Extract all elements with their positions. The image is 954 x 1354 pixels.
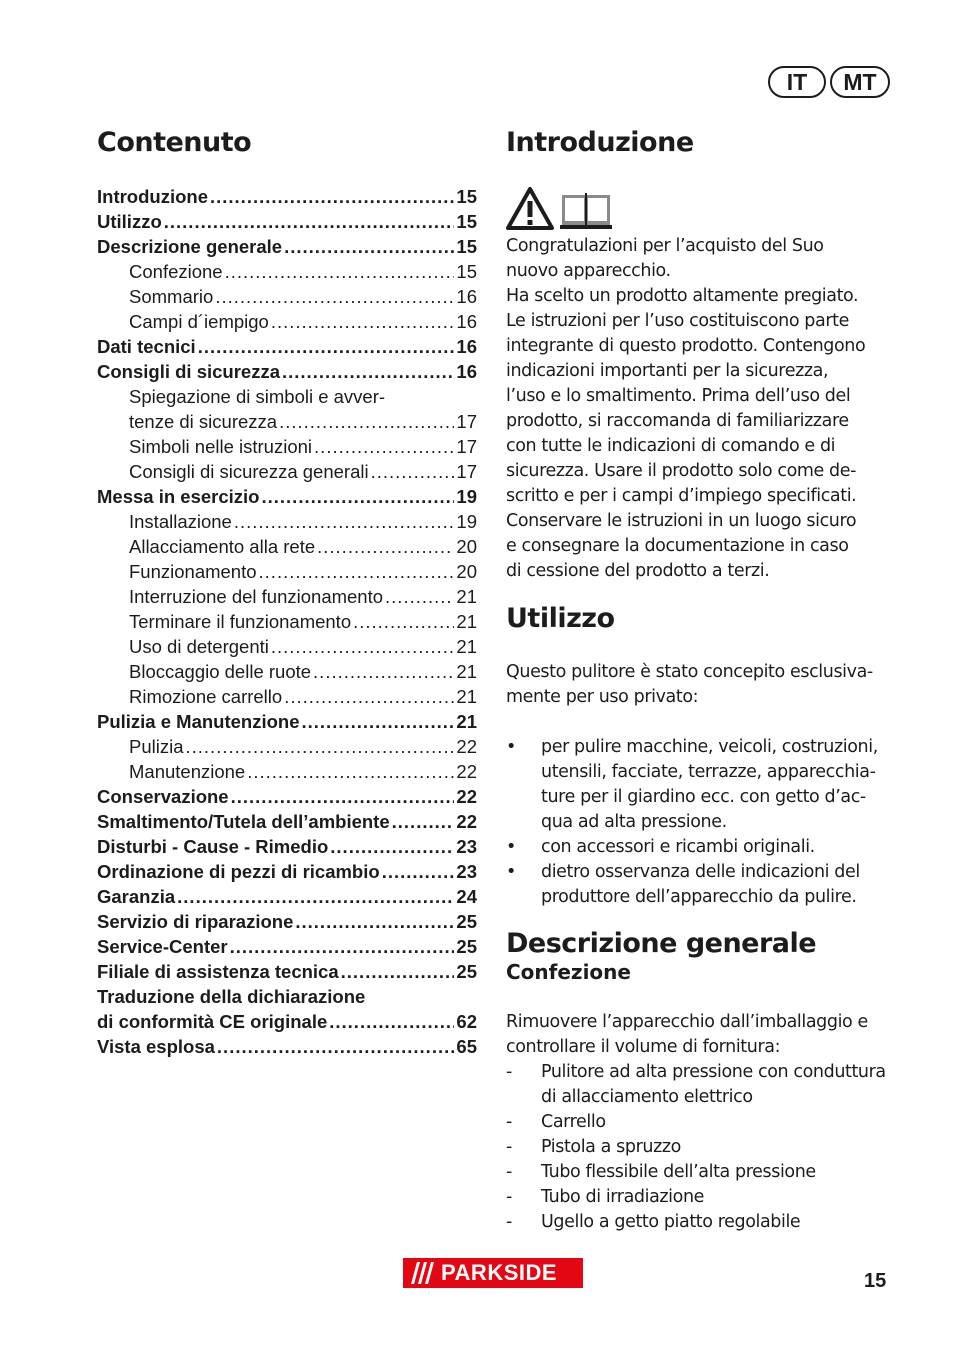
toc-leader-dots xyxy=(385,584,454,609)
toc-entry xyxy=(97,784,477,809)
parkside-logo xyxy=(403,1258,583,1288)
utilizzo-bullet-list xyxy=(506,735,896,910)
toc-entry-label: Servizio di riparazione xyxy=(97,911,294,932)
utilizzo-bullet xyxy=(506,860,896,910)
toc-leader-dots xyxy=(284,234,454,259)
toc-entry-label: Consigli di sicurezza xyxy=(97,361,280,382)
toc-entry-label: Allacciamento alla rete xyxy=(129,536,316,557)
toc-leader-dots xyxy=(225,259,455,284)
toc-entry-label: Garanzia xyxy=(97,886,176,907)
toc-entry xyxy=(97,259,477,284)
toc-entry-label: Funzionamento xyxy=(129,561,257,582)
list-item-text xyxy=(541,1210,896,1235)
intro-line: Congratulazioni per l’acquisto del Suo xyxy=(506,236,824,256)
utilizzo-bullet xyxy=(506,835,896,860)
toc-entry-label: Consigli di sicurezza generali xyxy=(129,461,369,482)
toc-entry-page: 16 xyxy=(456,311,477,332)
toc-leader-dots xyxy=(271,309,455,334)
list-marker: • xyxy=(506,862,516,882)
warning-triangle-icon xyxy=(508,189,552,228)
toc-entry xyxy=(97,384,477,409)
toc-entry-page: 16 xyxy=(456,286,477,307)
toc-entry xyxy=(97,309,477,334)
toc-leader-dots xyxy=(330,834,454,859)
toc-leader-dots xyxy=(217,1034,455,1059)
list-item-line: con accessori e ricambi originali. xyxy=(541,837,815,857)
toc-leader-dots xyxy=(341,959,455,984)
confezione-item xyxy=(506,1060,896,1110)
toc-entry xyxy=(97,809,477,834)
list-marker: - xyxy=(506,1187,512,1207)
toc-entry-label: Terminare il funzionamento xyxy=(129,611,352,632)
toc-entry-page: 22 xyxy=(456,736,477,757)
list-item-line: Carrello xyxy=(541,1112,606,1132)
intro-line: prodotto, si raccomanda di familiarizzare xyxy=(506,411,849,431)
toc-entry-page: 21 xyxy=(456,711,477,732)
toc-entry-label: Service-Center xyxy=(97,936,228,957)
list-item-line: Pistola a spruzzo xyxy=(541,1137,681,1157)
list-item-line: produttore dell’apparecchio da pulire. xyxy=(541,887,857,907)
utilizzo-paragraph xyxy=(506,660,896,710)
toc-leader-dots xyxy=(284,684,454,709)
toc-entry-label: Uso di detergenti xyxy=(129,636,269,657)
toc-entry-label: di conformità CE originale xyxy=(97,1011,328,1032)
confezione-item xyxy=(506,1110,896,1135)
list-marker: - xyxy=(506,1062,512,1082)
toc-entry-page: 15 xyxy=(456,236,477,257)
list-marker: - xyxy=(506,1162,512,1182)
list-item-text xyxy=(541,1135,896,1160)
toc-leader-dots xyxy=(234,509,455,534)
toc-entry-label: Messa in esercizio xyxy=(97,486,260,507)
intro-line: Ha scelto un prodotto altamente pregiato. xyxy=(506,286,859,306)
list-item-line: Pulitore ad alta pressione con conduttura xyxy=(541,1062,886,1082)
toc-entry-page: 20 xyxy=(456,561,477,582)
utilizzo-bullet xyxy=(506,735,896,835)
logo-stripes-icon xyxy=(403,1258,439,1288)
toc-entry-page: 23 xyxy=(456,836,477,857)
toc-entry-page: 25 xyxy=(456,961,477,982)
toc-entry-label: Manutenzione xyxy=(129,761,246,782)
toc-entry-label: Smaltimento/Tutela dell’ambiente xyxy=(97,811,390,832)
toc-leader-dots xyxy=(313,659,454,684)
list-item-text xyxy=(541,1060,896,1110)
toc-leader-dots xyxy=(210,184,454,209)
confezione-item xyxy=(506,1135,896,1160)
toc-entry xyxy=(97,434,477,459)
toc-entry-page: 17 xyxy=(456,461,477,482)
intro-line: scritto e per i campi d’impiego specificati. xyxy=(506,486,857,506)
intro-line: sicurezza. Usare il prodotto solo come de- xyxy=(506,461,857,481)
toc-entry xyxy=(97,934,477,959)
descrizione-heading: Descrizione generale xyxy=(506,928,817,959)
toc-entry-page: 25 xyxy=(456,936,477,957)
list-item-text xyxy=(541,860,896,910)
table-of-contents xyxy=(97,184,477,1059)
list-item-line: Tubo di irradiazione xyxy=(541,1187,705,1207)
intro-paragraph xyxy=(506,234,896,584)
toc-entry-label: Vista esplosa xyxy=(97,1036,215,1057)
list-item-text xyxy=(541,1160,896,1185)
toc-entry-label: Conservazione xyxy=(97,786,229,807)
toc-entry-label: Filiale di assistenza tecnica xyxy=(97,961,339,982)
toc-leader-dots xyxy=(382,859,455,884)
intro-line: con tutte le indicazioni di comando e di xyxy=(506,436,836,456)
list-item-text xyxy=(541,735,896,835)
toc-entry xyxy=(97,234,477,259)
toc-entry-label: Descrizione generale xyxy=(97,236,283,257)
list-marker: • xyxy=(506,837,516,857)
utilizzo-heading: Utilizzo xyxy=(506,603,615,634)
toc-entry xyxy=(97,1009,477,1034)
intro-line: nuovo apparecchio. xyxy=(506,261,671,281)
toc-entry-page: 16 xyxy=(456,361,477,382)
toc-entry-page: 17 xyxy=(456,436,477,457)
confezione-line: controllare il volume di fornitura: xyxy=(506,1037,781,1057)
toc-leader-dots xyxy=(302,709,455,734)
toc-entry-page: 25 xyxy=(456,911,477,932)
toc-entry xyxy=(97,734,477,759)
toc-entry xyxy=(97,659,477,684)
toc-entry-label: Utilizzo xyxy=(97,211,162,232)
toc-entry-page: 21 xyxy=(456,586,477,607)
list-item-line: qua ad alta pressione. xyxy=(541,812,727,832)
toc-entry xyxy=(97,984,477,1009)
list-item-text xyxy=(541,835,896,860)
warning-and-manual-icons xyxy=(506,187,616,231)
toc-entry-page: 23 xyxy=(456,861,477,882)
language-badge-mt: MT xyxy=(830,66,890,98)
confezione-item xyxy=(506,1160,896,1185)
toc-entry xyxy=(97,534,477,559)
toc-entry xyxy=(97,609,477,634)
toc-entry-label: Interruzione del funzionamento xyxy=(129,586,384,607)
toc-leader-dots xyxy=(215,284,454,309)
toc-entry xyxy=(97,184,477,209)
confezione-line: Rimuovere l’apparecchio dall’imballaggio e xyxy=(506,1012,868,1032)
toc-entry xyxy=(97,859,477,884)
toc-leader-dots xyxy=(231,784,455,809)
toc-entry xyxy=(97,484,477,509)
list-item-line: ture per il giardino ecc. con getto d’ac- xyxy=(541,787,866,807)
toc-entry xyxy=(97,884,477,909)
toc-leader-dots xyxy=(314,434,454,459)
toc-entry-page: 21 xyxy=(456,661,477,682)
toc-leader-dots xyxy=(186,734,455,759)
list-marker: - xyxy=(506,1137,512,1157)
toc-entry-page: 19 xyxy=(456,511,477,532)
toc-entry-label: Dati tecnici xyxy=(97,336,196,357)
toc-entry-page: 20 xyxy=(456,536,477,557)
intro-line: Le istruzioni per l’uso costituiscono parte xyxy=(506,311,849,331)
confezione-item xyxy=(506,1185,896,1210)
list-marker: - xyxy=(506,1112,512,1132)
toc-entry-page: 19 xyxy=(456,486,477,507)
toc-leader-dots xyxy=(392,809,455,834)
toc-entry-page: 21 xyxy=(456,686,477,707)
toc-leader-dots xyxy=(177,884,454,909)
utilizzo-line: Questo pulitore è stato concepito esclusiva- xyxy=(506,662,873,682)
toc-entry xyxy=(97,909,477,934)
intro-heading: Introduzione xyxy=(506,127,694,158)
toc-entry-label: Simboli nelle istruzioni xyxy=(129,436,313,457)
confezione-item xyxy=(506,1210,896,1235)
toc-entry-label: tenze di sicurezza xyxy=(129,411,278,432)
toc-entry-label: Pulizia e Manutenzione xyxy=(97,711,300,732)
toc-entry xyxy=(97,459,477,484)
toc-entry-label: Disturbi - Cause - Rimedio xyxy=(97,836,329,857)
list-item-line: utensili, facciate, terrazze, apparecchia- xyxy=(541,762,876,782)
toc-entry-label: Ordinazione di pezzi di ricambio xyxy=(97,861,380,882)
toc-entry-page: 62 xyxy=(456,1011,477,1032)
toc-title: Contenuto xyxy=(97,127,252,158)
toc-leader-dots xyxy=(353,609,454,634)
list-item-line: Ugello a getto piatto regolabile xyxy=(541,1212,801,1232)
list-item-line: dietro osservanza delle indicazioni del xyxy=(541,862,860,882)
toc-entry-page: 16 xyxy=(456,336,477,357)
toc-leader-dots xyxy=(282,359,454,384)
toc-entry-page: 15 xyxy=(456,261,477,282)
toc-leader-dots xyxy=(271,634,455,659)
toc-leader-dots xyxy=(259,559,455,584)
toc-entry-page: 22 xyxy=(456,811,477,832)
read-manual-book-icon xyxy=(560,193,612,229)
intro-line: di cessione del prodotto a terzi. xyxy=(506,561,770,581)
toc-entry-page: 15 xyxy=(456,186,477,207)
list-item-line: per pulire macchine, veicoli, costruzioni, xyxy=(541,737,878,757)
toc-entry xyxy=(97,334,477,359)
list-marker: • xyxy=(506,737,516,757)
toc-entry xyxy=(97,209,477,234)
toc-leader-dots xyxy=(261,484,454,509)
toc-entry-label: Spiegazione di simboli e avver- xyxy=(129,386,386,407)
intro-line: indicazioni importanti per la sicurezza, xyxy=(506,361,829,381)
confezione-subheading: Confezione xyxy=(506,960,631,984)
toc-entry-label: Campi d´iempigo xyxy=(129,311,269,332)
toc-entry xyxy=(97,559,477,584)
toc-entry xyxy=(97,684,477,709)
toc-entry xyxy=(97,284,477,309)
toc-entry-label: Confezione xyxy=(129,261,223,282)
intro-line: e consegnare la documentazione in caso xyxy=(506,536,849,556)
list-marker: - xyxy=(506,1212,512,1232)
toc-entry-page: 17 xyxy=(456,411,477,432)
toc-entry-label: Sommario xyxy=(129,286,214,307)
toc-leader-dots xyxy=(198,334,455,359)
toc-entry-label: Installazione xyxy=(129,511,232,532)
toc-entry-label: Bloccaggio delle ruote xyxy=(129,661,312,682)
toc-entry xyxy=(97,509,477,534)
toc-leader-dots xyxy=(230,934,455,959)
toc-entry xyxy=(97,409,477,434)
confezione-item-list xyxy=(506,1060,896,1235)
toc-entry xyxy=(97,834,477,859)
toc-leader-dots xyxy=(279,409,454,434)
toc-entry xyxy=(97,1034,477,1059)
list-item-text xyxy=(541,1110,896,1135)
toc-entry-label: Introduzione xyxy=(97,186,208,207)
toc-entry-label: Rimozione carrello xyxy=(129,686,283,707)
page-number: 15 xyxy=(864,1270,887,1292)
utilizzo-line: mente per uso privato: xyxy=(506,687,699,707)
toc-entry-page: 21 xyxy=(456,636,477,657)
toc-leader-dots xyxy=(329,1009,454,1034)
toc-leader-dots xyxy=(317,534,454,559)
list-item-line: Tubo flessibile dell’alta pressione xyxy=(541,1162,816,1182)
toc-entry-label: Pulizia xyxy=(129,736,184,757)
toc-leader-dots xyxy=(371,459,455,484)
list-item-text xyxy=(541,1185,896,1210)
toc-entry xyxy=(97,634,477,659)
toc-entry-page: 22 xyxy=(456,786,477,807)
toc-leader-dots xyxy=(247,759,454,784)
intro-line: integrante di questo prodotto. Contengono xyxy=(506,336,866,356)
confezione-paragraph xyxy=(506,1010,896,1060)
toc-entry-page: 65 xyxy=(456,1036,477,1057)
intro-line: l’uso e lo smaltimento. Prima dell’uso del xyxy=(506,386,851,406)
brand-name: PARKSIDE xyxy=(441,1260,558,1285)
toc-entry xyxy=(97,359,477,384)
toc-entry-page: 21 xyxy=(456,611,477,632)
toc-entry xyxy=(97,709,477,734)
toc-leader-dots xyxy=(164,209,455,234)
language-badge-it: IT xyxy=(768,66,826,98)
toc-entry xyxy=(97,959,477,984)
intro-line: Conservare le istruzioni in un luogo sicuro xyxy=(506,511,857,531)
list-item-line: di allacciamento elettrico xyxy=(541,1087,753,1107)
toc-entry xyxy=(97,584,477,609)
toc-entry-page: 15 xyxy=(456,211,477,232)
toc-entry xyxy=(97,759,477,784)
toc-entry-label: Traduzione della dichiarazione xyxy=(97,986,366,1007)
toc-entry-page: 24 xyxy=(456,886,477,907)
toc-leader-dots xyxy=(295,909,454,934)
toc-entry-page: 22 xyxy=(456,761,477,782)
